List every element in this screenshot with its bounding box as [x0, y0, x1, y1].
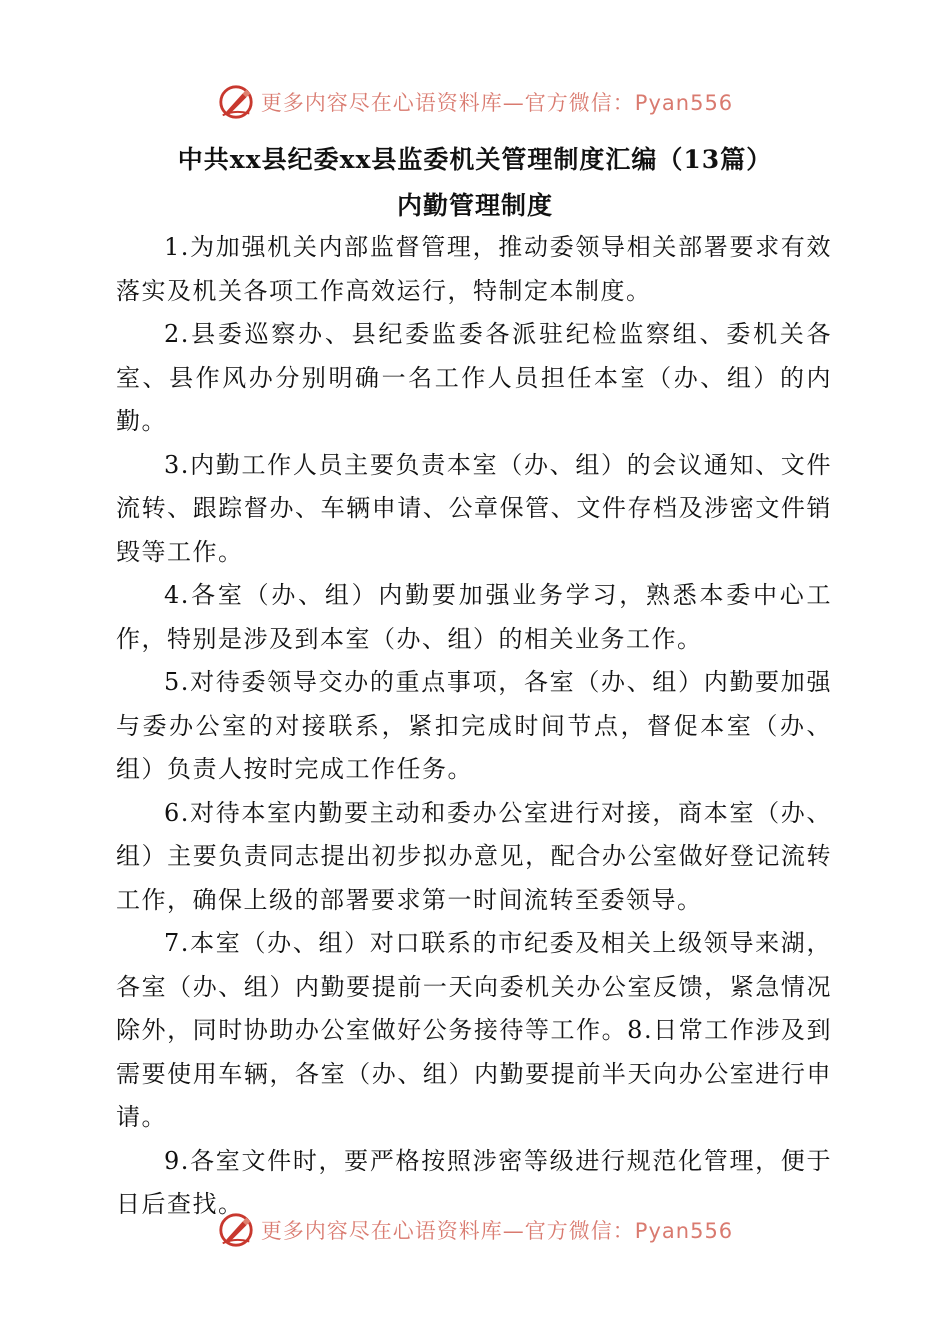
paragraph-3: 3.内勤工作人员主要负责本室（办、组）的会议通知、文件流转、跟踪督办、车辆申请、公章保管、文件存档及涉密文件销毁等工作。: [116, 450, 832, 566]
paragraph-1: 1.为加强机关内部监督管理，推动委领导相关部署要求有效落实及机关各项工作高效运行，特制定本制度。: [116, 233, 832, 305]
watermark-banner-top: [0, 80, 950, 124]
paragraph-7: 7.本室（办、组）对口联系的市纪委及相关上级领导来湖，各室（办、组）内勤要提前一天向委机关办公室反馈，紧急情况除外，同时协助办公室做好公务接待等工作。8.日常工作涉及到需要使用车辆，各室（办、组）内勤要提前半天向办公室进行申请。: [116, 929, 832, 1131]
section-title: 内勤管理制度: [396, 191, 553, 220]
document-body: [116, 226, 832, 1227]
paragraph-2: 2.县委巡察办、县纪委监委各派驻纪检监察组、委机关各室、县作风办分别明确一名工作人员担任本室（办、组）的内勤。: [116, 320, 832, 435]
paragraph-6: 6.对待本室内勤要主动和委办公室进行对接，商本室（办、组）主要负责同志提出初步拟办意见，配合办公室做好登记流转工作，确保上级的部署要求第一时间流转至委领导。: [116, 798, 832, 914]
watermark-text: 更多内容尽在心语资料库—官方微信：Pyan556: [260, 91, 734, 115]
paragraph-9: 9.各室文件时，要严格按照涉密等级进行规范化管理，便于日后查找。: [116, 1146, 832, 1218]
watermark-text: 更多内容尽在心语资料库—官方微信：Pyan556: [260, 1219, 734, 1243]
paragraph-4: 4.各室（办、组）内勤要加强业务学习，熟悉本委中心工作，特别是涉及到本室（办、组）的相关业务工作。: [116, 581, 832, 653]
paragraph-5: 5.对待委领导交办的重点事项，各室（办、组）内勤要加强与委办公室的对接联系，紧扣完成时间节点，督促本室（办、组）负责人按时完成工作任务。: [116, 668, 832, 783]
document-title: 中共xx县纪委xx县监委机关管理制度汇编（13篇）: [177, 145, 773, 174]
watermark-banner-bottom: [0, 1208, 950, 1252]
pen-in-circle-icon: [217, 1211, 255, 1249]
pen-in-circle-icon: [217, 83, 255, 121]
